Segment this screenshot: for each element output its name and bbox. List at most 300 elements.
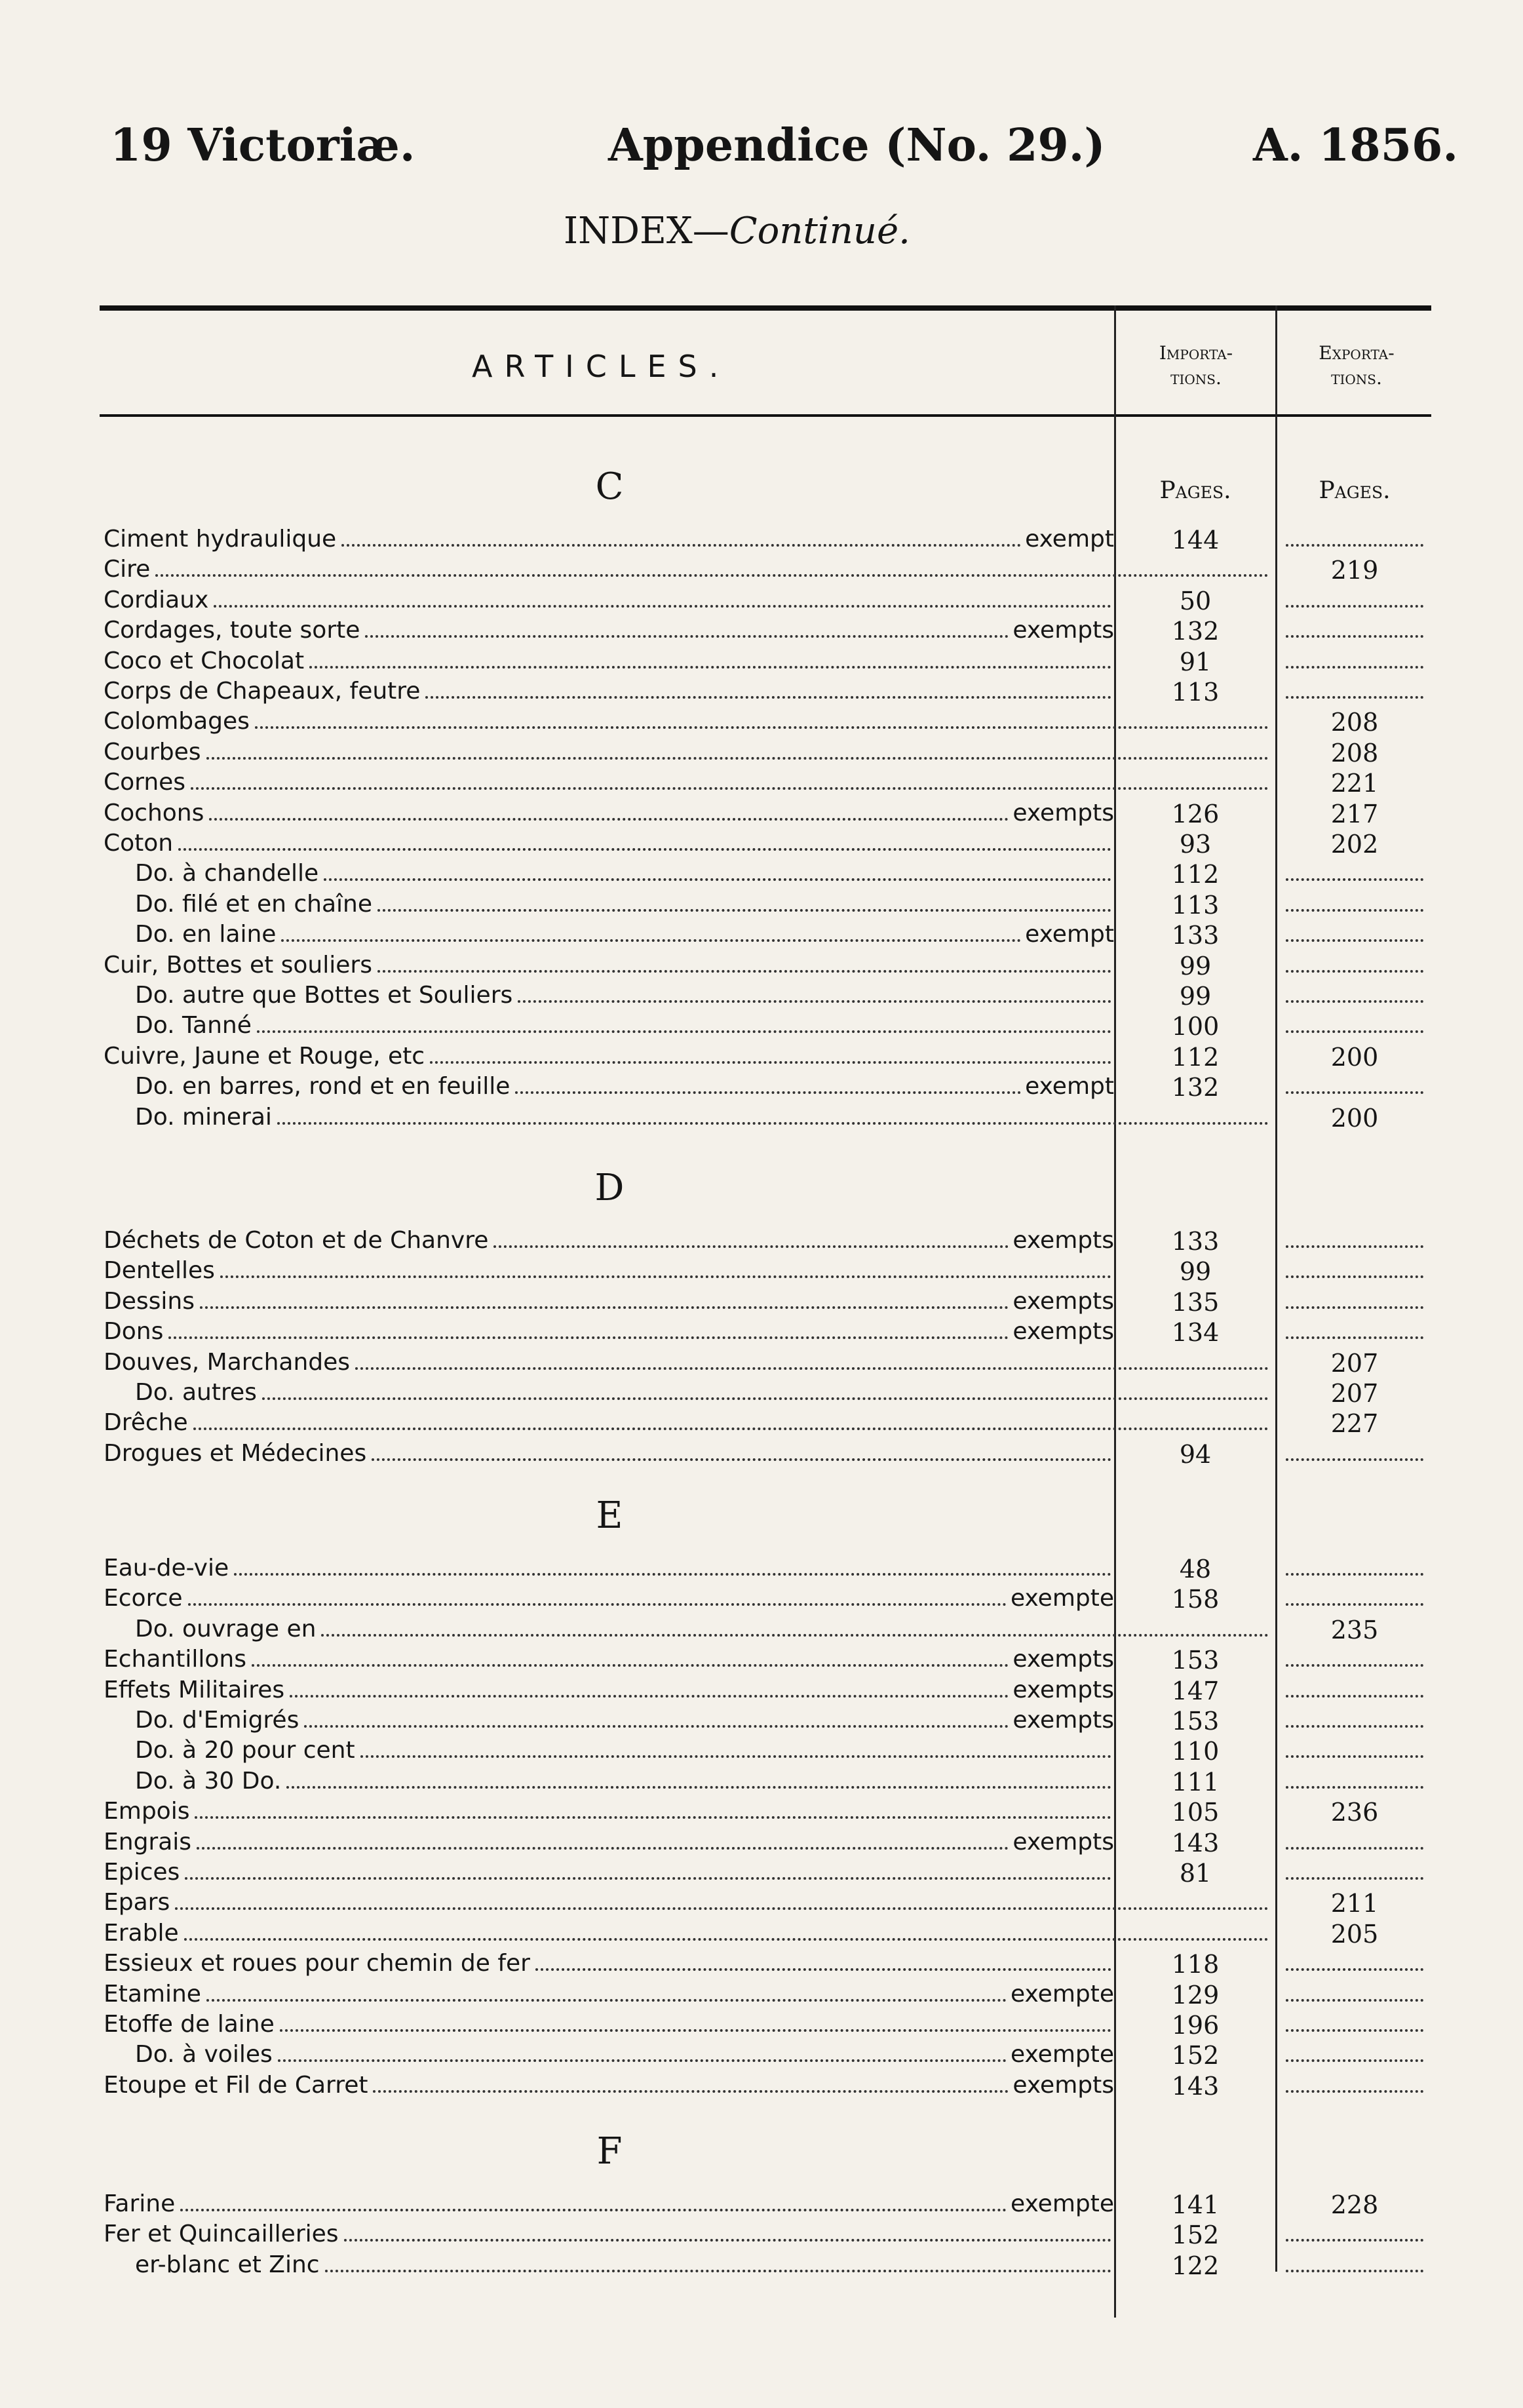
- exportation-page: [1279, 678, 1430, 708]
- leader-dots: [341, 544, 1021, 547]
- index-row: [0, 1409, 1523, 1439]
- index-row: [0, 2190, 1523, 2221]
- article-cell: [104, 1227, 1114, 1257]
- leader-dots: [493, 1245, 1009, 1248]
- article-name: Empois: [104, 1798, 190, 1825]
- article-name: Cuir, Bottes et souliers: [104, 952, 372, 979]
- article-cell: [135, 2251, 1114, 2282]
- empty-cell-dots: [1286, 1030, 1423, 1033]
- duty-note: exempts: [1012, 2072, 1114, 2099]
- importation-page: 113: [1171, 678, 1220, 707]
- leader-dots: [360, 1755, 1111, 1758]
- article-name: Etamine: [104, 1981, 201, 2008]
- article-name: Do. ouvrage en: [135, 1616, 317, 1642]
- exportation-page: [1279, 1646, 1430, 1676]
- leader-dots: [234, 1573, 1111, 1576]
- empty-cell-dots: [1286, 544, 1423, 547]
- duty-note: exempte: [1010, 2041, 1114, 2068]
- empty-cell-dots: [1286, 2270, 1423, 2272]
- index-row: [0, 982, 1523, 1012]
- exportation-page: [1279, 1859, 1430, 1889]
- importation-page: 196: [1171, 2011, 1220, 2040]
- article-cell: [135, 1012, 1114, 1042]
- exportations-pages-label: Pages.: [1319, 477, 1391, 504]
- leader-dots: [209, 818, 1009, 821]
- article-name: Do. en barres, rond et en feuille: [135, 1073, 511, 1100]
- section-letter: C: [595, 465, 624, 508]
- duty-note: exempts: [1012, 617, 1114, 644]
- leader-dots: [220, 1275, 1111, 1278]
- empty-cell-dots: [1286, 1603, 1423, 1606]
- index-row: [0, 921, 1523, 951]
- article-name: Effets Militaires: [104, 1677, 285, 1703]
- session-title: 19 Victoriæ.: [110, 119, 415, 172]
- index-row: [0, 1646, 1523, 1676]
- importation-page: 135: [1171, 1288, 1220, 1317]
- index-row: [0, 952, 1523, 982]
- article-cell: [135, 1379, 1271, 1409]
- importation-page: 158: [1171, 1585, 1220, 1614]
- exportation-page: [1279, 2221, 1430, 2251]
- empty-cell-dots: [1286, 939, 1423, 942]
- leader-dots: [286, 1786, 1111, 1789]
- leader-dots: [321, 1634, 1269, 1637]
- importation-page: 94: [1179, 1440, 1212, 1469]
- index-row: [0, 860, 1523, 890]
- empty-cell-dots: [1286, 1306, 1423, 1309]
- duty-note: exempts: [1012, 1288, 1114, 1315]
- article-name: Coton: [104, 830, 174, 857]
- index-row: [0, 2072, 1523, 2102]
- article-cell: [104, 1043, 1114, 1073]
- article-cell: [104, 1981, 1114, 2011]
- leader-dots: [325, 2270, 1111, 2272]
- article-name: Dessins: [104, 1288, 195, 1315]
- exportation-page: [1279, 1707, 1430, 1737]
- article-cell: [104, 1585, 1114, 1615]
- exportation-page: [1279, 891, 1430, 921]
- article-cell: [135, 921, 1114, 951]
- article-cell: [104, 769, 1271, 799]
- importation-page: 133: [1171, 921, 1220, 950]
- index-row: [0, 617, 1523, 647]
- exportation-page: [1279, 1227, 1430, 1257]
- leader-dots: [197, 1847, 1009, 1850]
- exportation-page: [1279, 2041, 1430, 2071]
- importation-page: 118: [1171, 1950, 1220, 1979]
- exportation-page: [1279, 1440, 1430, 1470]
- importation-page: 113: [1171, 891, 1220, 920]
- leader-dots: [377, 970, 1111, 973]
- empty-cell-dots: [1286, 970, 1423, 973]
- article-name: Drogues et Médecines: [104, 1440, 367, 1467]
- exportation-page: [1279, 1950, 1430, 1980]
- exportation-page: [1279, 587, 1430, 617]
- leader-dots: [518, 1000, 1111, 1003]
- duty-note: exempts: [1012, 1829, 1114, 1855]
- article-name: Cornes: [104, 769, 186, 796]
- leader-dots: [365, 635, 1009, 638]
- importation-page: 99: [1179, 982, 1212, 1011]
- importation-page: 132: [1171, 1073, 1220, 1102]
- section-letter: F: [596, 2130, 623, 2173]
- article-name: Ciment hydraulique: [104, 526, 337, 553]
- importation-page: 93: [1179, 830, 1212, 859]
- exportation-page: [1279, 1288, 1430, 1318]
- article-name: Farine: [104, 2190, 176, 2217]
- leader-dots: [188, 1603, 1007, 1606]
- leader-dots: [372, 1458, 1111, 1461]
- exportation-page: [1279, 921, 1430, 951]
- leader-dots: [193, 1427, 1269, 1430]
- article-name: Déchets de Coton et de Chanvre: [104, 1227, 489, 1254]
- leader-dots: [373, 2090, 1009, 2093]
- article-cell: [135, 1616, 1271, 1646]
- index-row: [0, 1555, 1523, 1585]
- article-name: Douves, Marchandes: [104, 1349, 351, 1376]
- index-row: [0, 891, 1523, 921]
- exportation-page: [1279, 526, 1430, 556]
- leader-dots: [252, 1664, 1009, 1667]
- article-name: Ecorce: [104, 1585, 183, 1612]
- article-name: Do. d'Emigrés: [135, 1707, 299, 1734]
- leader-dots: [195, 1816, 1111, 1819]
- duty-note: exempts: [1012, 1646, 1114, 1673]
- index-row: [0, 1227, 1523, 1257]
- index-row: [0, 1318, 1523, 1348]
- importation-page: 112: [1171, 860, 1220, 889]
- leader-dots: [200, 1306, 1009, 1309]
- leader-dots: [290, 1695, 1009, 1698]
- importation-page: 50: [1179, 587, 1212, 615]
- article-name: Do. à 30 Do.: [135, 1768, 282, 1795]
- index-row: [0, 830, 1523, 860]
- article-cell: [135, 860, 1114, 890]
- article-name: Do. à voiles: [135, 2041, 273, 2068]
- table-top-rule: [100, 305, 1431, 311]
- article-cell: [104, 1555, 1114, 1585]
- article-name: Courbes: [104, 739, 201, 766]
- exportation-page: [1279, 1073, 1430, 1103]
- article-cell: [135, 982, 1114, 1012]
- article-cell: [104, 1889, 1271, 1919]
- article-cell: [104, 1677, 1114, 1707]
- importation-page: 141: [1171, 2190, 1220, 2219]
- leader-dots: [425, 696, 1111, 699]
- article-name: Etoffe de laine: [104, 2011, 275, 2038]
- index-row: [0, 1798, 1523, 1828]
- importation-page: 129: [1171, 1981, 1220, 2010]
- article-cell: [104, 830, 1114, 860]
- article-cell: [104, 739, 1271, 769]
- article-name: Engrais: [104, 1829, 192, 1855]
- leader-dots: [535, 1968, 1111, 1971]
- article-cell: [104, 617, 1114, 647]
- index-row: [0, 678, 1523, 708]
- table-header-rule: [100, 414, 1431, 417]
- leader-dots: [377, 909, 1111, 912]
- empty-cell-dots: [1286, 1877, 1423, 1880]
- duty-note: exempte: [1010, 1585, 1114, 1612]
- leader-dots: [324, 878, 1111, 881]
- leader-dots: [430, 1061, 1111, 1064]
- article-name: Do. Tanné: [135, 1012, 252, 1039]
- importation-page: 143: [1171, 2072, 1220, 2101]
- index-row: [0, 1012, 1523, 1042]
- leader-dots: [277, 1122, 1269, 1125]
- leader-dots: [515, 1091, 1021, 1094]
- importations-header-line2: tions.: [1170, 367, 1222, 389]
- empty-cell-dots: [1286, 1573, 1423, 1576]
- article-cell: [104, 1257, 1114, 1287]
- empty-cell-dots: [1286, 878, 1423, 881]
- article-name: Dons: [104, 1318, 164, 1345]
- article-name: Eau-de-vie: [104, 1555, 229, 1582]
- exportation-page: [1279, 1768, 1430, 1798]
- empty-cell-dots: [1286, 2059, 1423, 2062]
- leader-dots: [344, 2239, 1111, 2242]
- index-row: [0, 587, 1523, 617]
- article-name: Cuivre, Jaune et Rouge, etc: [104, 1043, 425, 1070]
- index-row: [0, 1257, 1523, 1287]
- subtitle-italic: Continué.: [729, 210, 910, 252]
- article-cell: [135, 1707, 1114, 1737]
- article-cell: [104, 1409, 1271, 1439]
- exportation-page: 208: [1330, 739, 1379, 767]
- importation-page: 91: [1179, 648, 1212, 676]
- article-name: Do. à chandelle: [135, 860, 319, 887]
- exportation-page: [1279, 860, 1430, 890]
- article-cell: [104, 678, 1114, 708]
- exportations-header-line2: tions.: [1331, 367, 1382, 389]
- index-row: [0, 800, 1523, 830]
- index-row: [0, 1737, 1523, 1767]
- importation-page: 152: [1171, 2221, 1220, 2249]
- index-row: [0, 1073, 1523, 1103]
- importation-page: 48: [1179, 1555, 1212, 1583]
- exportation-page: [1279, 2011, 1430, 2041]
- index-row: [0, 1920, 1523, 1950]
- empty-cell-dots: [1286, 1458, 1423, 1461]
- exportation-page: 205: [1330, 1920, 1379, 1949]
- article-name: Echantillons: [104, 1646, 246, 1673]
- importation-page: 153: [1171, 1646, 1220, 1675]
- duty-note: exempt: [1025, 1073, 1114, 1100]
- exportation-page: 202: [1330, 830, 1379, 859]
- exportations-header-line1: Exporta-: [1319, 342, 1395, 364]
- leader-dots: [309, 666, 1111, 669]
- article-cell: [104, 708, 1271, 738]
- article-cell: [104, 1859, 1114, 1889]
- duty-note: exempt: [1025, 526, 1114, 553]
- importation-page: 153: [1171, 1707, 1220, 1736]
- duty-note: exempt: [1025, 921, 1114, 948]
- article-name: Dentelles: [104, 1257, 215, 1284]
- article-cell: [104, 1920, 1271, 1950]
- index-row: [0, 2251, 1523, 2282]
- duty-note: exempte: [1010, 1981, 1114, 2008]
- article-cell: [104, 2190, 1114, 2221]
- article-name: Fer et Quincailleries: [104, 2221, 339, 2247]
- duty-note: exempts: [1012, 800, 1114, 826]
- article-name: Do. à 20 pour cent: [135, 1737, 355, 1764]
- leader-dots: [168, 1336, 1009, 1339]
- article-name: Colombages: [104, 708, 250, 735]
- article-cell: [104, 800, 1114, 830]
- index-row: [0, 1677, 1523, 1707]
- article-name: Cordiaux: [104, 587, 209, 613]
- article-cell: [135, 1073, 1114, 1103]
- importation-page: 134: [1171, 1318, 1220, 1347]
- leader-dots: [191, 787, 1269, 790]
- index-row: [0, 556, 1523, 586]
- article-cell: [104, 556, 1271, 586]
- importation-page: 111: [1171, 1768, 1220, 1796]
- leader-dots: [206, 757, 1269, 760]
- exportation-page: 219: [1330, 556, 1379, 585]
- empty-cell-dots: [1286, 1755, 1423, 1758]
- index-row: [0, 1616, 1523, 1646]
- article-cell: [104, 2011, 1114, 2041]
- article-name: Erable: [104, 1920, 179, 1947]
- importation-page: 99: [1179, 1257, 1212, 1286]
- article-name: Coco et Chocolat: [104, 648, 305, 674]
- article-cell: [104, 1440, 1114, 1470]
- appendix-title: Appendice (No. 29.): [608, 119, 1106, 172]
- empty-cell-dots: [1286, 2239, 1423, 2242]
- article-name: Epices: [104, 1859, 180, 1886]
- exportation-page: 207: [1330, 1379, 1379, 1408]
- leader-dots: [206, 1999, 1007, 2002]
- index-subtitle: [564, 210, 910, 252]
- index-row: [0, 648, 1523, 678]
- index-row: [0, 1950, 1523, 1980]
- exportations-header: [1282, 341, 1431, 391]
- index-row: [0, 1043, 1523, 1073]
- importation-page: 147: [1171, 1677, 1220, 1705]
- index-row: [0, 739, 1523, 769]
- exportation-page: 200: [1330, 1043, 1379, 1072]
- index-row: [0, 1440, 1523, 1470]
- empty-cell-dots: [1286, 1999, 1423, 2002]
- empty-cell-dots: [1286, 1725, 1423, 1728]
- article-name: Do. en laine: [135, 921, 277, 948]
- article-name: Essieux et roues pour chemin de fer: [104, 1950, 530, 1977]
- index-row: [0, 1104, 1523, 1134]
- empty-cell-dots: [1286, 2090, 1423, 2093]
- exportation-page: [1279, 1318, 1430, 1348]
- leader-dots: [155, 574, 1269, 577]
- article-name: Cochons: [104, 800, 204, 826]
- exportation-page: 208: [1330, 708, 1379, 737]
- empty-cell-dots: [1286, 1336, 1423, 1339]
- importation-page: 152: [1171, 2041, 1220, 2070]
- index-row: [0, 769, 1523, 799]
- importation-page: 100: [1171, 1012, 1220, 1041]
- exportation-page: 236: [1330, 1798, 1379, 1827]
- index-row: [0, 708, 1523, 738]
- article-cell: [135, 891, 1114, 921]
- empty-cell-dots: [1286, 605, 1423, 608]
- empty-cell-dots: [1286, 2029, 1423, 2032]
- duty-note: exempts: [1012, 1318, 1114, 1345]
- index-row: [0, 1859, 1523, 1889]
- article-cell: [135, 1104, 1271, 1134]
- leader-dots: [304, 1725, 1009, 1728]
- article-cell: [104, 2072, 1114, 2102]
- empty-cell-dots: [1286, 1786, 1423, 1789]
- leader-dots: [214, 605, 1111, 608]
- empty-cell-dots: [1286, 1968, 1423, 1971]
- article-cell: [135, 1737, 1114, 1767]
- exportation-page: [1279, 648, 1430, 678]
- empty-cell-dots: [1286, 1664, 1423, 1667]
- exportation-page: [1279, 2251, 1430, 2282]
- section-letter: E: [596, 1494, 623, 1537]
- exportation-page: [1279, 1585, 1430, 1615]
- importation-page: 99: [1179, 952, 1212, 981]
- leader-dots: [278, 2059, 1007, 2062]
- section-letter: D: [594, 1167, 625, 1209]
- exportation-page: [1279, 2072, 1430, 2102]
- index-row: [0, 2011, 1523, 2041]
- article-cell: [104, 2221, 1114, 2251]
- article-name: Do. autres: [135, 1379, 257, 1406]
- article-cell: [104, 1349, 1271, 1379]
- importation-page: 105: [1171, 1798, 1220, 1827]
- article-name: Cordages, toute sorte: [104, 617, 360, 644]
- importation-page: 132: [1171, 617, 1220, 646]
- empty-cell-dots: [1286, 1245, 1423, 1248]
- exportation-page: [1279, 952, 1430, 982]
- empty-cell-dots: [1286, 909, 1423, 912]
- article-name: Drêche: [104, 1409, 188, 1436]
- exportation-page: 227: [1330, 1409, 1379, 1438]
- exportation-page: [1279, 1981, 1430, 2011]
- exportation-page: 200: [1330, 1104, 1379, 1133]
- leader-dots: [185, 1877, 1111, 1880]
- article-cell: [104, 952, 1114, 982]
- exportation-page: 228: [1330, 2190, 1379, 2219]
- article-name: Etoupe et Fil de Carret: [104, 2072, 368, 2099]
- importation-page: 122: [1171, 2251, 1220, 2280]
- exportation-page: [1279, 1555, 1430, 1585]
- duty-note: exempts: [1012, 1227, 1114, 1254]
- index-row: [0, 2221, 1523, 2251]
- empty-cell-dots: [1286, 1275, 1423, 1278]
- empty-cell-dots: [1286, 1091, 1423, 1094]
- article-name: Do. autre que Bottes et Souliers: [135, 982, 513, 1009]
- importation-page: 110: [1171, 1737, 1220, 1766]
- article-name: Epars: [104, 1889, 170, 1916]
- index-row: [0, 1768, 1523, 1798]
- empty-cell-dots: [1286, 1847, 1423, 1850]
- subtitle-main: INDEX—: [564, 210, 729, 252]
- importation-page: 112: [1171, 1043, 1220, 1072]
- empty-cell-dots: [1286, 1695, 1423, 1698]
- article-name: Corps de Chapeaux, feutre: [104, 678, 421, 705]
- article-cell: [135, 1768, 1114, 1798]
- index-row: [0, 1288, 1523, 1318]
- article-cell: [104, 1829, 1114, 1859]
- article-cell: [104, 1288, 1114, 1318]
- importation-page: 143: [1171, 1829, 1220, 1857]
- leader-dots: [255, 726, 1269, 729]
- duty-note: exempts: [1012, 1677, 1114, 1703]
- empty-cell-dots: [1286, 635, 1423, 638]
- article-cell: [104, 587, 1114, 617]
- importation-page: 81: [1179, 1859, 1212, 1888]
